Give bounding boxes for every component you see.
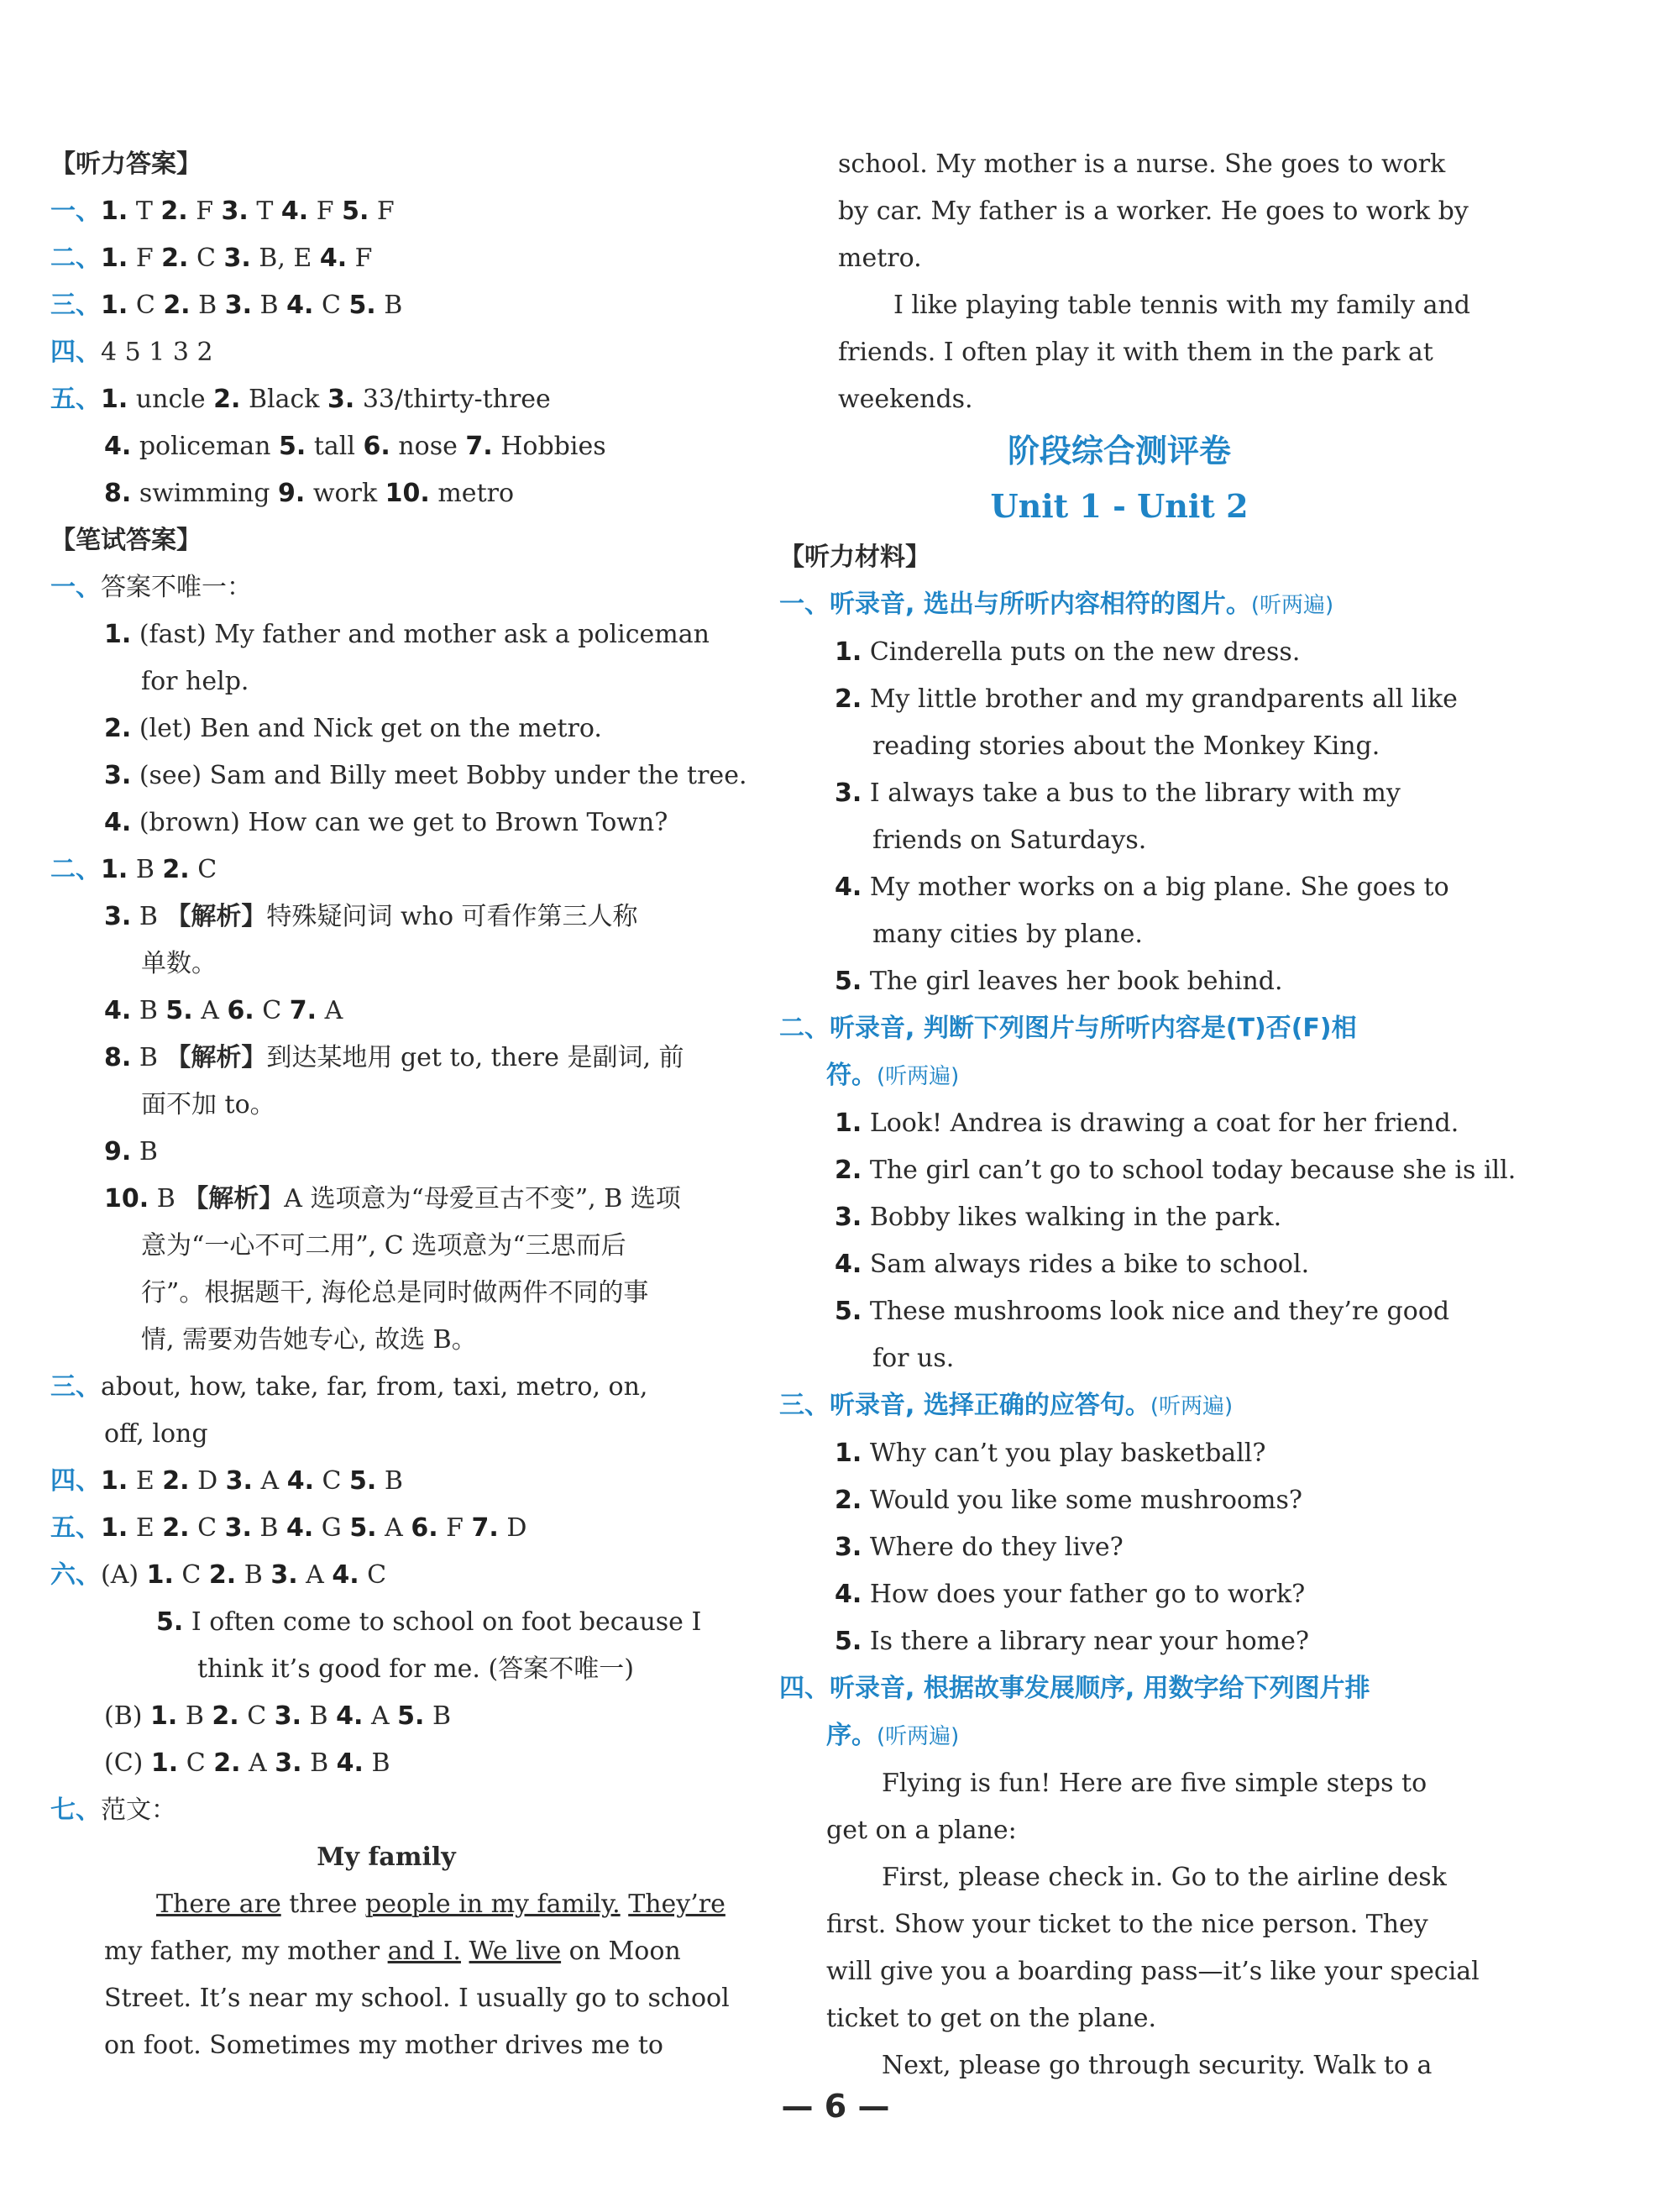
item-number: 5. [835,1297,862,1326]
answer-line: 四、4 5 1 3 2 [50,338,213,367]
answer-line: 一、1. T 2. F 3. T 4. F 5. F [50,197,395,226]
unit-title: Unit 1 - Unit 2 [990,487,1249,525]
answer-line: 4. policeman 5. tall 6. nose 7. Hobbies [104,432,606,461]
answer-line: 行”。根据题干, 海伦总是同时做两件不同的事 [141,1278,649,1308]
answer-line: 七、范文： [50,1795,176,1825]
item-number: 1. [835,637,862,667]
item-text: Cinderella puts on the new dress. [862,637,1301,667]
section-2-items [779,1100,1516,1382]
essay-title: My family [317,1842,456,1872]
list-item [779,1571,1459,1618]
item-number: 2. [835,684,862,714]
text-line: ticket to get on the plane. [826,2004,1157,2033]
item-number: 5. [835,1627,862,1656]
answer-line: 8. swimming 9. work 10. metro [104,479,515,508]
answer-line: off, long [104,1419,208,1449]
item-number: 2. [835,1156,862,1185]
item-number: 1. [835,1109,862,1138]
written-answers-header: 【笔试答案】 [50,526,202,555]
list-item [779,1477,1459,1524]
answer-line: 4. B 5. A 6. C 7. A [104,996,343,1025]
list-item [779,1241,1459,1288]
section-heading-cont: 序。(听两遍) [826,1721,960,1750]
answer-line: 5. I often come to school on foot because I [156,1607,702,1637]
list-item [779,1100,1459,1147]
list-item [779,1618,1459,1665]
answer-line: 2. (let) Ben and Nick get on the metro. [104,714,602,743]
item-number: 4. [835,1580,862,1609]
text-line: I like playing table tennis with my family and [893,291,1470,320]
list-item [779,911,1459,958]
answer-line: 意为“一心不可二用”, C 选项意为“三思而后 [141,1231,626,1261]
text-line: Next, please go through security. Walk to a [882,2051,1433,2080]
right-column [779,141,1516,2089]
essay-line: There are three people in my family. They’re [156,1890,725,1919]
list-item [779,1194,1459,1241]
section-1-items [779,629,1459,1005]
answer-line: 8. B 【解析】到达某地用 get to, there 是副词, 前 [104,1043,684,1072]
item-text: How does your father go to work? [862,1580,1306,1609]
answer-line: 六、(A) 1. C 2. B 3. A 4. C [50,1560,387,1590]
essay-line: my father, my mother and I. We live on Moon [104,1937,681,1966]
item-text: My mother works on a big plane. She goes to [862,873,1449,902]
item-text: Why can’t you play basketball? [862,1439,1266,1468]
item-number: 2. [835,1486,862,1515]
answer-line: (B) 1. B 2. C 3. B 4. A 5. B [104,1701,452,1731]
list-item [779,629,1459,676]
answer-line: 三、about, how, take, far, from, taxi, metro, on, [50,1372,648,1402]
text-line: first. Show your ticket to the nice person. They [826,1910,1428,1939]
item-number: 3. [835,778,862,808]
list-item [779,958,1459,1005]
essay-line: Street. It’s near my school. I usually go to school [104,1984,730,2013]
item-text: many cities by plane. [872,920,1143,949]
item-text: for us. [872,1344,955,1373]
list-item [779,723,1459,770]
answer-line: 单数。 [141,949,217,978]
section-heading: 三、听录音, 选择正确的应答句。(听两遍) [779,1391,1234,1420]
section-heading: 二、听录音, 判断下列图片与所听内容是(T)否(F)相 [779,1014,1357,1043]
item-number: 4. [835,873,862,902]
answer-line: 五、1. uncle 2. Black 3. 33/thirty-three [50,385,551,414]
item-text: These mushrooms look nice and they’re good [862,1297,1450,1326]
section-3-items [779,1430,1459,1665]
answer-line: 4. (brown) How can we get to Brown Town? [104,808,668,837]
item-text: My little brother and my grandparents all like [862,684,1458,714]
text-line: metro. [838,244,922,273]
item-number: 1. [835,1439,862,1468]
answer-line: 五、1. E 2. C 3. B 4. G 5. A 6. F 7. D [50,1513,527,1543]
left-column [50,141,747,2069]
answer-line: 二、1. B 2. C [50,855,217,884]
item-text: Would you like some mushrooms? [862,1486,1302,1515]
item-text: The girl leaves her book behind. [862,967,1283,996]
item-number: 4. [835,1250,862,1279]
item-text: Bobby likes walking in the park. [862,1203,1282,1232]
section-heading-cont: 符。(听两遍) [826,1061,960,1090]
text-line: Flying is fun! Here are five simple steps to [882,1769,1427,1798]
section-heading: 一、听录音, 选出与所听内容相符的图片。(听两遍) [779,590,1334,619]
item-text: Sam always rides a bike to school. [862,1250,1310,1279]
test-title: 阶段综合测评卷 [1007,432,1231,469]
item-number: 3. [835,1533,862,1562]
list-item [779,864,1459,911]
answer-line: 二、1. F 2. C 3. B, E 4. F [50,244,373,273]
answer-line: think it’s good for me. (答案不唯一) [197,1654,634,1684]
answer-line: 3. (see) Sam and Billy meet Bobby under the tree. [104,761,747,790]
list-item [779,1288,1459,1335]
item-text: reading stories about the Monkey King. [872,731,1380,761]
item-text: The girl can’t go to school today because she is ill. [862,1156,1516,1185]
list-item [779,1524,1459,1571]
list-item [779,1147,1516,1194]
materials-header: 【听力材料】 [779,543,930,572]
list-item [779,1335,1459,1382]
item-number: 5. [835,967,862,996]
answer-line: 四、1. E 2. D 3. A 4. C 5. B [50,1466,403,1496]
item-text: I always take a bus to the library with my [862,778,1401,808]
item-text: Where do they live? [862,1533,1124,1562]
answer-line: 9. B [104,1137,158,1166]
answer-line: 10. B 【解析】A 选项意为“母爱亘古不变”, B 选项 [104,1184,681,1213]
list-item [779,1430,1459,1477]
answer-line: for help. [141,667,249,696]
text-line: friends. I often play it with them in the park at [838,338,1433,367]
answer-line: 三、1. C 2. B 3. B 4. C 5. B [50,291,403,320]
text-line: will give you a boarding pass—it’s like your special [826,1957,1480,1986]
list-item [779,817,1459,864]
text-line: weekends. [838,385,973,414]
essay-line: on foot. Sometimes my mother drives me to [104,2031,663,2060]
section-heading: 四、听录音, 根据故事发展顺序, 用数字给下列图片排 [779,1674,1370,1703]
list-item [779,676,1459,723]
answer-line: 面不加 to。 [141,1090,275,1119]
page-number: — 6 — [781,2088,890,2125]
answer-line: 情, 需要劝告她专心, 故选 B。 [141,1325,477,1355]
text-line: school. My mother is a nurse. She goes to work [838,149,1446,179]
item-text: Look! Andrea is drawing a coat for her friend. [862,1109,1459,1138]
text-line: First, please check in. Go to the airline desk [882,1863,1447,1892]
answer-line: 1. (fast) My father and mother ask a policeman [104,620,710,649]
item-text: Is there a library near your home? [862,1627,1309,1656]
list-item [779,770,1459,817]
item-text: friends on Saturdays. [872,826,1147,855]
text-line: get on a plane: [826,1816,1017,1845]
item-number: 3. [835,1203,862,1232]
text-line: by car. My father is a worker. He goes to work by [838,197,1469,226]
answer-line: 一、答案不唯一： [50,573,252,602]
answer-line: 3. B 【解析】特殊疑问词 who 可看作第三人称 [104,902,638,931]
answer-line: (C) 1. C 2. A 3. B 4. B [104,1748,390,1778]
listening-answers-header: 【听力答案】 [50,149,202,179]
